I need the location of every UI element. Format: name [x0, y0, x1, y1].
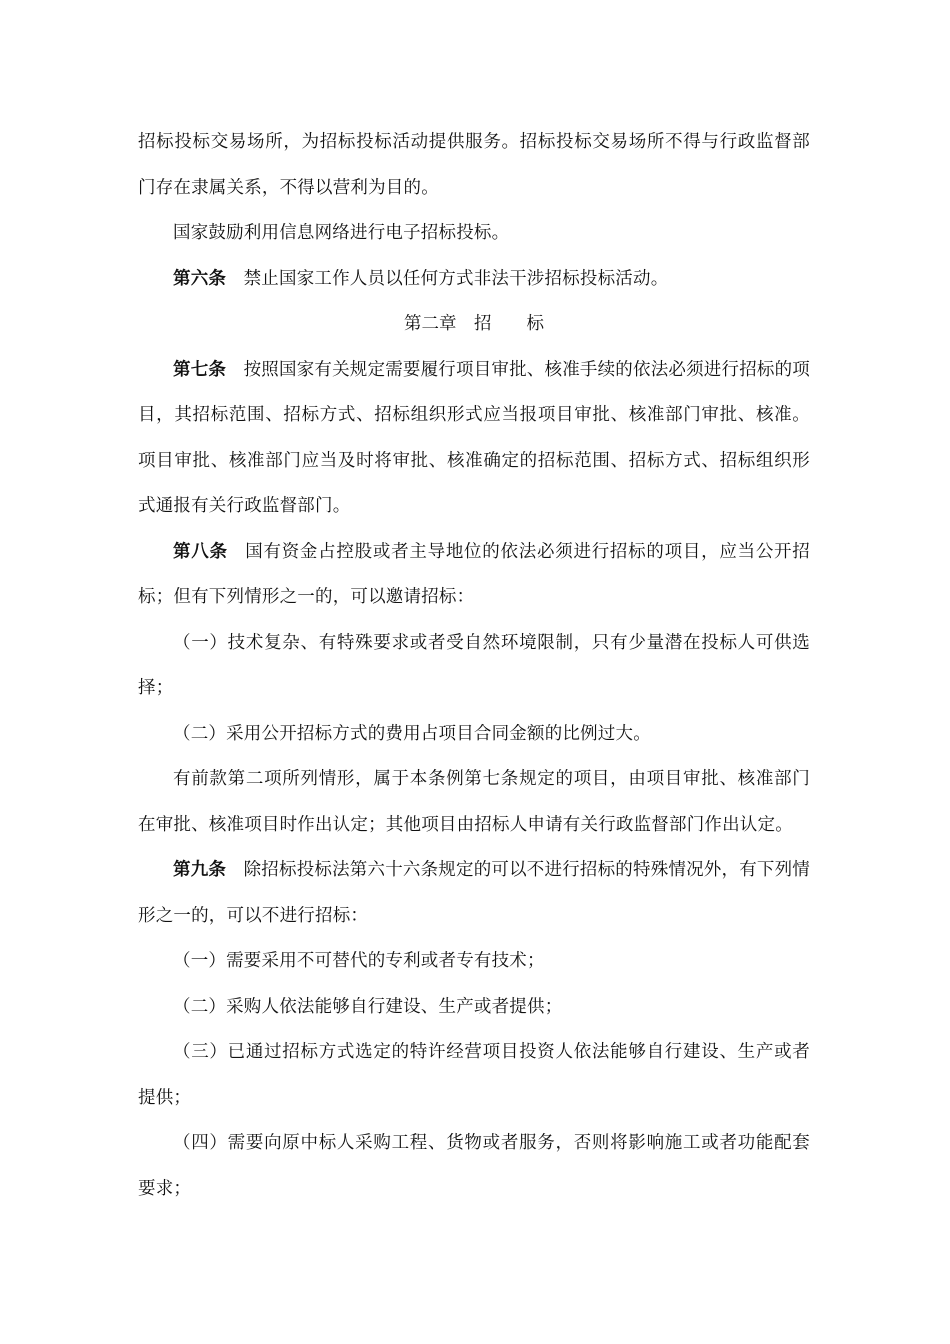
article-9-item-2: （二）采购人依法能够自行建设、生产或者提供；: [173, 996, 563, 1017]
article-8-text: 国有资金占控股或者主导地位的依法必须进行招标的项目，应当公开招标；但有下列情形之一的，可以邀请招标：: [138, 541, 810, 607]
article-9: [138, 848, 810, 939]
article-6-text: 禁止国家工作人员以任何方式非法干涉招标投标活动。: [243, 268, 669, 289]
article-7-text: 按照国家有关规定需要履行项目审批、核准手续的依法必须进行招标的项目，其招标范围、招标方式、招标组织形式应当报项目审批、核准部门审批、核准。项目审批、核准部门应当及时将审批、核准确定的招标范围、招标方式、招标组织形式通报有关行政监督部门。: [138, 359, 811, 516]
article-8: [138, 530, 810, 621]
article-6-label: 第六条: [173, 268, 227, 289]
article-7: [138, 348, 810, 530]
article-9-item-1: （一）需要采用不可替代的专利或者专有技术；: [173, 951, 545, 971]
article-9-item-4: （四）需要向原中标人采购工程、货物或者服务，否则将影响施工或者功能配套要求；: [138, 1133, 810, 1199]
article-9-item-3: （三）已通过招标方式选定的特许经营项目投资人依法能够自行建设、生产或者提供；: [138, 1042, 810, 1108]
article-8-item-1: （一）技术复杂、有特殊要求或者受自然环境限制，只有少量潜在投标人可供选择；: [138, 632, 810, 698]
article-7-label: 第七条: [173, 359, 227, 380]
article-9-text: 除招标投标法第六十六条规定的可以不进行招标的特殊情况外，有下列情形之一的，可以不进行招标：: [138, 860, 811, 926]
article-6: [138, 257, 810, 303]
paragraph-electronic-bidding: 国家鼓励利用信息网络进行电子招标投标。: [173, 223, 510, 243]
article-8-label: 第八条: [173, 541, 228, 562]
article-9-label: 第九条: [173, 860, 227, 880]
chapter-heading: 第二章 招 标: [404, 314, 544, 334]
article-8-paragraph: 有前款第二项所列情形，属于本条例第七条规定的项目，由项目审批、核准部门在审批、核准项目时作出认定；其他项目由招标人申请有关行政监督部门作出认定。: [138, 769, 810, 835]
paragraph-trading-venue: 招标投标交易场所，为招标投标活动提供服务。招标投标交易场所不得与行政监督部门存在隶属关系，不得以营利为目的。: [138, 132, 810, 198]
document-page: [138, 120, 810, 1212]
article-8-item-2: （二）采用公开招标方式的费用占项目合同金额的比例过大。: [173, 723, 651, 744]
